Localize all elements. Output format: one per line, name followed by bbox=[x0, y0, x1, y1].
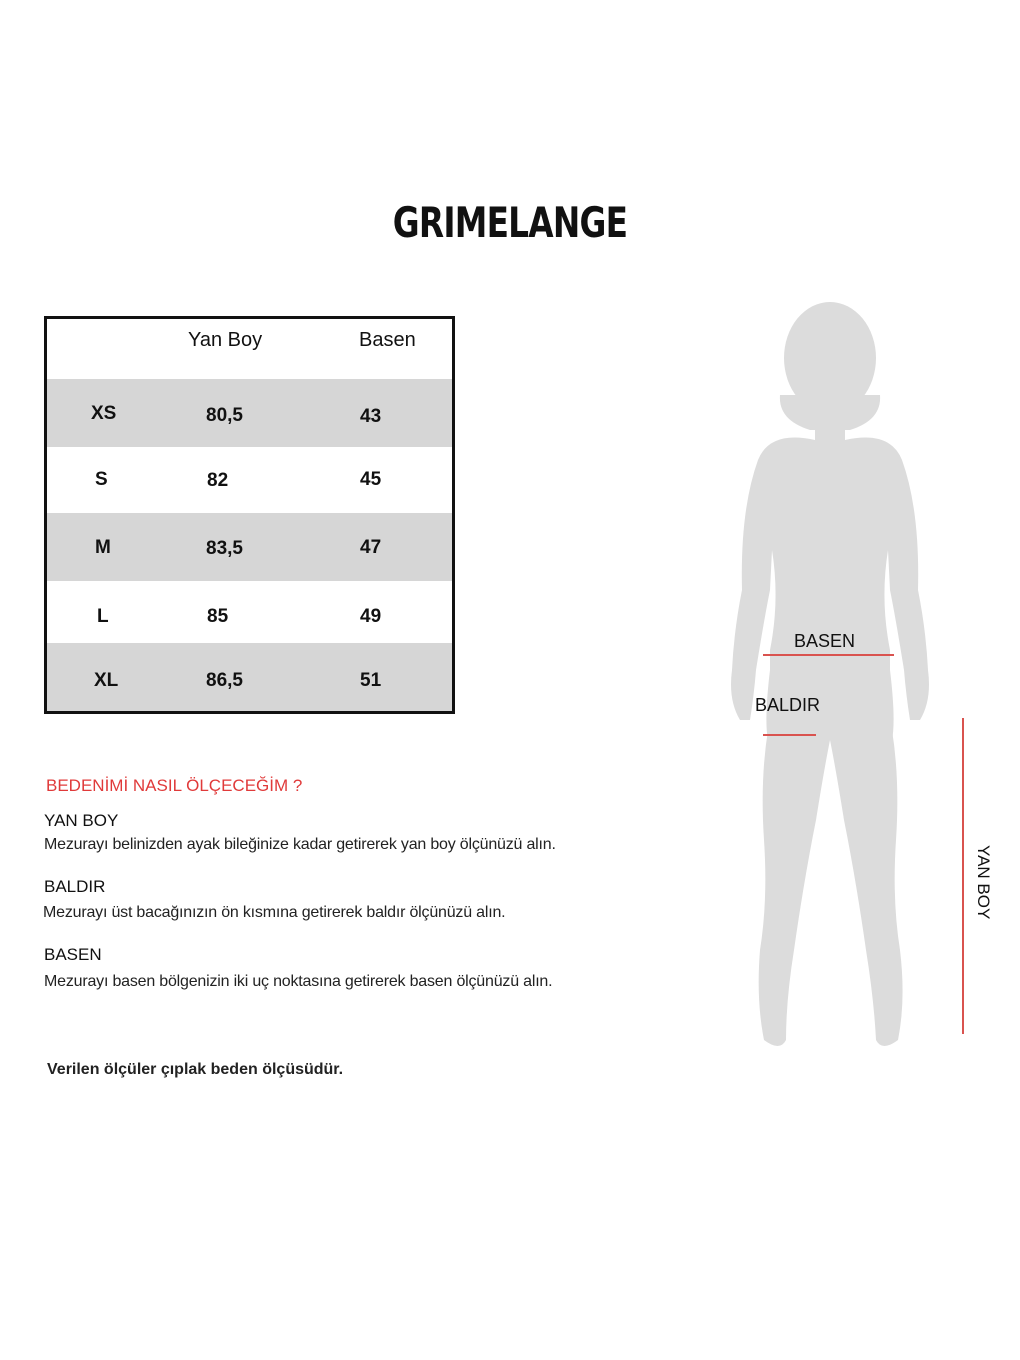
basen-cell: 49 bbox=[360, 606, 382, 627]
guide-item-text: Mezurayı üst bacağınızın ön kısmına getirerek baldır ölçünüzü alın. bbox=[43, 904, 506, 921]
basen-cell: 43 bbox=[360, 406, 382, 427]
table-header: Basen bbox=[359, 329, 416, 351]
basen-label: BASEN bbox=[794, 631, 856, 651]
table-header-row bbox=[47, 319, 452, 379]
yan-boy-cell: 80,5 bbox=[206, 405, 243, 426]
size-cell: S bbox=[95, 469, 108, 490]
yan-boy-cell: 85 bbox=[207, 606, 229, 627]
guide-item-title: BASEN bbox=[44, 945, 102, 964]
yan-boy-cell: 86,5 bbox=[206, 670, 243, 691]
table-row bbox=[47, 447, 452, 513]
table-header: Yan Boy bbox=[188, 329, 263, 351]
yan-boy-label: YAN BOY bbox=[974, 845, 993, 920]
guide-item-title: BALDIR bbox=[44, 877, 106, 896]
size-table bbox=[44, 316, 455, 714]
guide-item-title: YAN BOY bbox=[44, 811, 119, 830]
table-row bbox=[47, 379, 452, 447]
basen-cell: 47 bbox=[360, 537, 382, 558]
baldir-measure-line bbox=[763, 734, 816, 736]
guide-item-text: Mezurayı basen bölgenizin iki uç noktasına getirerek basen ölçünüzü alın. bbox=[44, 973, 553, 990]
basen-measure-line bbox=[763, 654, 894, 656]
yan-boy-cell: 82 bbox=[207, 470, 229, 491]
brand-logo: GRIMELANGE bbox=[392, 198, 628, 247]
yan-boy-measure-line bbox=[962, 718, 964, 1034]
size-cell: XS bbox=[91, 403, 117, 424]
table-row bbox=[47, 643, 452, 711]
yan-boy-cell: 83,5 bbox=[206, 538, 243, 559]
size-cell: L bbox=[97, 606, 109, 627]
measurement-note: Verilen ölçüler çıplak beden ölçüsüdür. bbox=[47, 1061, 344, 1078]
basen-cell: 45 bbox=[360, 469, 382, 490]
size-cell: XL bbox=[94, 670, 119, 691]
size-cell: M bbox=[95, 537, 111, 558]
table-row bbox=[47, 513, 452, 581]
table-row bbox=[47, 581, 452, 643]
basen-cell: 51 bbox=[360, 670, 382, 691]
baldir-label: BALDIR bbox=[755, 695, 821, 715]
body-silhouette bbox=[720, 300, 940, 1060]
guide-item-text: Mezurayı belinizden ayak bileğinize kadar getirerek yan boy ölçünüzü alın. bbox=[44, 836, 556, 853]
guide-title: BEDENİMİ NASIL ÖLÇECEĞİM ? bbox=[46, 776, 303, 795]
